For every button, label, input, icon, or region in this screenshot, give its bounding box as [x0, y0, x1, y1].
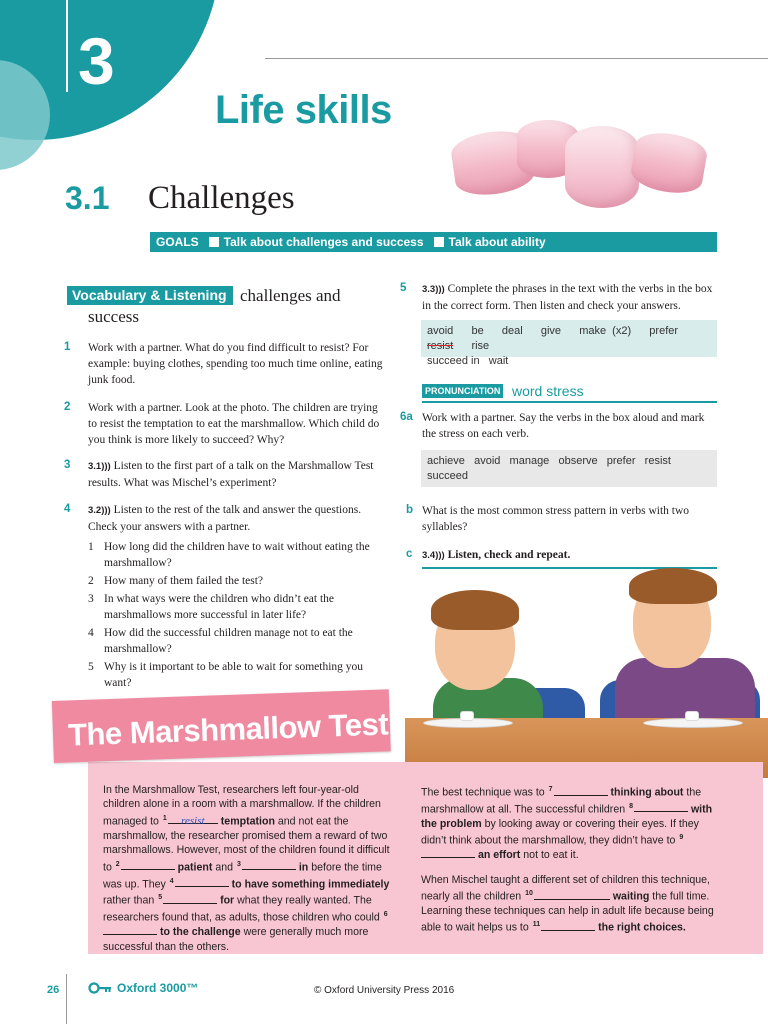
reading-paragraph: The best technique was to $^7$ thinking about the marshmallow at all. The successful children $^8$ with the problem by looking away or covering their eyes. If they didn’t think about the marshmallow, they didn’t have to $^9$ an effort not to eat it. — [421, 786, 713, 862]
audio-icon[interactable]: ))) — [101, 505, 111, 516]
copyright: © Oxford University Press 2016 — [314, 985, 455, 996]
answer-gap[interactable] — [175, 877, 229, 887]
section-number: 3.1 — [65, 180, 110, 216]
answer-gap[interactable] — [242, 860, 296, 870]
page-number: 26 — [47, 984, 60, 996]
question-text: Work with a partner. Say the verbs in the box aloud and mark the stress on each verb. — [422, 412, 705, 440]
question-3 — [64, 458, 384, 491]
marshmallows-photo — [445, 112, 715, 212]
goals-label: GOALS — [156, 235, 199, 249]
question-5 — [400, 281, 718, 314]
question-number: 1 — [64, 341, 71, 353]
vocab-tag: Vocabulary & Listening — [67, 286, 233, 305]
vocab-subtitle-cont: success — [88, 307, 139, 326]
audio-icon[interactable]: ))) — [435, 550, 445, 561]
reading-paragraph: When Mischel taught a different set of children this technique, nearly all the children $^{10}$ waiting the full time. Learning these techniques can help in adult life because being able to wait helps us to $^{11}$ the right choices. — [421, 873, 714, 934]
list-item: 5 Why is it important to be able to wait for something you want? — [88, 661, 364, 689]
footer-rule — [66, 974, 67, 1024]
goal-item: Talk about challenges and success — [223, 235, 424, 249]
key-icon — [88, 982, 112, 994]
question-number: 5 — [400, 282, 407, 294]
reading-column-right — [421, 783, 716, 935]
question-6b — [400, 503, 718, 535]
answer-gap[interactable] — [103, 925, 157, 935]
question-text: Listen to the first part of a talk on the Marshmallow Test results. What was Mischel’s experiment? — [88, 460, 374, 489]
question-number: c — [406, 548, 413, 560]
list-item: 4 How did the successful children manage not to eat the marshmallow? — [88, 627, 353, 655]
question-number: 3 — [64, 459, 71, 471]
audio-track[interactable]: 3.2 — [88, 505, 102, 516]
question-number: b — [406, 504, 414, 516]
list-item: 3 In what ways were the children who didn’t eat the marshmallows more successful in later life? — [88, 593, 335, 621]
question-text: Listen, check and repeat. — [447, 549, 571, 561]
word-box-6a: achieve avoid manage observe prefer resist succeed — [421, 450, 717, 487]
answer-gap[interactable] — [554, 786, 608, 796]
struck-word: resist — [427, 340, 454, 352]
vocab-subtitle: challenges and — [240, 286, 341, 305]
oxford-3000-label: Oxford 3000™ — [117, 981, 199, 995]
top-rule — [265, 58, 768, 59]
pronunciation-tag: PRONUNCIATION — [422, 384, 503, 398]
section-title: Challenges — [148, 180, 295, 216]
goal-checkbox[interactable] — [209, 237, 219, 247]
reading-title: The Marshmallow Test — [67, 706, 389, 753]
question-text: Work with a partner. What do you find difficult to resist? For example: buying clothes, spending too much time online, eating junk food. — [88, 342, 383, 386]
oxford-3000-badge — [88, 981, 198, 995]
list-item: 2 How many of them failed the test? — [88, 575, 264, 587]
children-photo — [405, 568, 768, 778]
question-number: 4 — [64, 503, 71, 515]
goal-checkbox[interactable] — [434, 237, 444, 247]
audio-icon[interactable]: ))) — [435, 284, 445, 295]
unit-divider — [66, 0, 68, 92]
pronunciation-topic: word stress — [512, 383, 584, 399]
list-item: 1 How long did the children have to wait without eating the marshmallow? — [88, 541, 370, 569]
unit-title: Life skills — [215, 88, 392, 132]
word-box-5: avoid be deal give make (x2) prefer resist rise succeed in wait — [421, 320, 717, 357]
answer-gap[interactable] — [421, 848, 475, 858]
answer-gap[interactable] — [541, 921, 595, 931]
question-text: Work with a partner. Look at the photo. The children are trying to resist the temptation to eat the marshmallow. Which child do you think is more likely to succeed? Why? — [88, 402, 380, 446]
question-1 — [64, 340, 384, 388]
goals-bar — [150, 232, 717, 252]
question-6c — [400, 547, 718, 564]
question-text: Complete the phrases in the text with the verbs in the box in the correct form. Then listen and check your answers. — [422, 283, 713, 312]
answer-gap[interactable] — [121, 860, 175, 870]
question-number: 2 — [64, 401, 71, 413]
question-2 — [64, 400, 384, 448]
answer-gap[interactable] — [163, 894, 217, 904]
answer-gap[interactable]: resist — [168, 814, 218, 824]
question-text: Listen to the rest of the talk and answer the questions. Check your answers with a partner. — [88, 504, 362, 533]
question-6a — [400, 410, 718, 442]
unit-number: 3 — [78, 24, 115, 98]
question-4 — [64, 502, 384, 691]
answer-gap[interactable] — [534, 890, 610, 900]
question-text: What is the most common stress pattern in verbs with two syllables? — [422, 505, 690, 533]
answer-gap[interactable] — [634, 802, 688, 812]
reading-column-left: In the Marshmallow Test, researchers left four-year-old children alone in a room with a marshmallow. If the children managed to $^1$ resist temptation and not eat the marshmallow, the researcher promised them a reward of two marshmallows. However, most of the children found it difficult to $^2$ patient and $^3$ in before the time was up. They $^4$ to have something immediately rather than $^5$ for what they really wanted. The researchers found that, as adults, those children who could $^6$ to the challenge were generally much more successful than the others. — [103, 784, 390, 953]
section-rule — [422, 401, 717, 403]
question-number: 6a — [400, 411, 413, 423]
goal-item: Talk about ability — [448, 235, 546, 249]
question-4-list — [88, 539, 384, 691]
audio-icon[interactable]: ))) — [101, 461, 111, 472]
audio-track[interactable]: 3.3 — [422, 284, 436, 295]
audio-track[interactable]: 3.1 — [88, 461, 102, 472]
audio-track[interactable]: 3.4 — [422, 550, 436, 561]
